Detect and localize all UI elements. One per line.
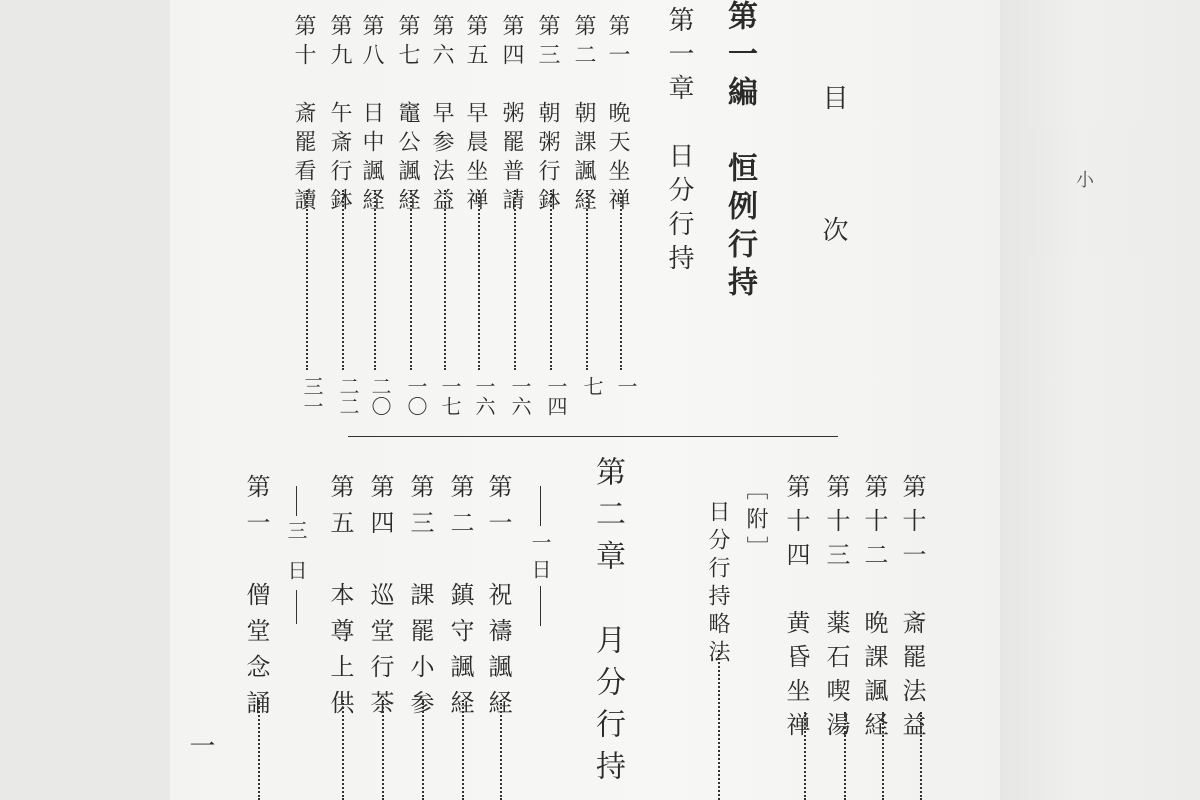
chapter1-heading: 第一章 日分行持: [664, 6, 694, 278]
toc-item: 第五 早晨坐禅: [463, 14, 488, 217]
toc-item: 第三 朝粥行鉢: [535, 14, 560, 217]
page-number: 三一: [300, 376, 324, 416]
toc-item: 第九 午斎行鉢: [327, 14, 352, 217]
leader-dots: [444, 190, 446, 370]
heading-dash: [540, 486, 541, 526]
leader-dots: [478, 190, 480, 370]
toc-item: 第十二 晩課諷経: [860, 474, 888, 746]
day1-heading: 一日: [528, 532, 552, 586]
heading-dash: [296, 486, 297, 516]
leader-dots: [844, 712, 846, 800]
right-page-char: 小: [1073, 170, 1094, 194]
toc-item: 第四 巡堂行茶: [366, 474, 394, 726]
leader-dots: [620, 190, 622, 370]
leader-dots: [550, 190, 552, 370]
leader-dots: [306, 190, 308, 370]
leader-dots: [374, 190, 376, 370]
page-number: 一六: [508, 376, 532, 416]
leader-dots: [422, 700, 424, 800]
toc-title: 目 次: [818, 84, 848, 282]
toc-item: 第五 本尊上供: [326, 474, 354, 726]
chapter2-heading: 第二章 月分行持: [590, 456, 625, 792]
leader-dots: [882, 712, 884, 800]
page-number: 一: [185, 732, 215, 758]
toc-item: 第三 課罷小参: [406, 474, 434, 726]
page-number: 二〇: [368, 376, 392, 416]
leader-dots: [514, 190, 516, 370]
toc-item: 第二 朝課諷経: [571, 14, 596, 217]
leader-dots: [804, 712, 806, 800]
heading-dash: [540, 586, 541, 626]
leader-dots: [500, 700, 502, 800]
leader-dots: [410, 190, 412, 370]
page-number: 七: [580, 376, 604, 396]
heading-dash: [296, 590, 297, 624]
book-page-right: [1000, 0, 1200, 800]
leader-dots: [586, 190, 588, 370]
toc-item: 第十三 薬石喫湯: [822, 474, 850, 746]
appendix-item: 日分行持略法: [705, 500, 730, 668]
page-number: 一〇: [404, 376, 428, 416]
toc-item: 第一 晩天坐禅: [605, 14, 630, 217]
page-number: 一六: [472, 376, 496, 416]
toc-item: 第六 早参法益: [429, 14, 454, 217]
leader-dots: [258, 700, 260, 800]
toc-item: 第十四 黄昏坐禅: [782, 474, 810, 746]
page-number: 一四: [544, 376, 568, 416]
section-divider: [348, 436, 838, 437]
leader-dots: [382, 700, 384, 800]
part-heading: 第一編 恒例行持: [722, 0, 757, 304]
toc-item: 第十一 斎罷法益: [898, 474, 926, 746]
leader-dots: [462, 700, 464, 800]
page-number: 一七: [438, 376, 462, 416]
toc-item: 第一 祝禱諷経: [484, 474, 512, 726]
toc-item: 第一 僧堂念誦: [242, 474, 270, 726]
day3-heading: 三日: [284, 520, 308, 600]
page-number: 二二: [336, 376, 360, 416]
toc-item: 第十 斎罷看讀: [291, 14, 316, 217]
leader-dots: [718, 650, 720, 800]
leader-dots: [920, 712, 922, 800]
toc-item: 第四 粥罷普請: [499, 14, 524, 217]
toc-item: 第七 竈公諷経: [395, 14, 420, 217]
page-number: 一: [614, 376, 638, 396]
toc-item: 第二 鎮守諷経: [446, 474, 474, 726]
toc-item: 第八 日中諷経: [359, 14, 384, 217]
leader-dots: [342, 190, 344, 370]
leader-dots: [342, 700, 344, 800]
appendix-label: ［附］: [743, 478, 768, 565]
